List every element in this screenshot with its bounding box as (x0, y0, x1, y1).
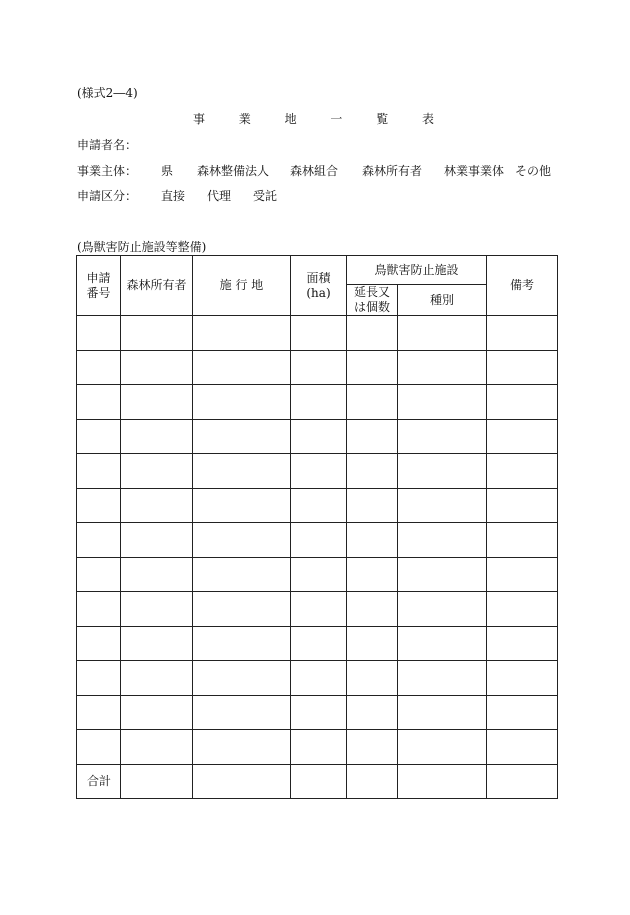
table-cell[interactable] (121, 592, 193, 627)
table-cell[interactable] (347, 316, 398, 351)
table-cell[interactable] (347, 661, 398, 696)
table-cell[interactable] (347, 592, 398, 627)
table-cell[interactable] (291, 385, 347, 420)
table-cell[interactable] (291, 592, 347, 627)
table-cell[interactable] (398, 419, 487, 454)
table-row (77, 488, 558, 523)
table-cell[interactable] (347, 557, 398, 592)
header-length-or-count: 延長又 は個数 (347, 285, 398, 316)
applicant-name-label: 申請者名： (77, 138, 138, 152)
table-cell[interactable] (398, 557, 487, 592)
table-cell[interactable] (193, 730, 291, 765)
table-cell[interactable] (121, 661, 193, 696)
table-row (77, 523, 558, 558)
total-cell[interactable] (291, 764, 347, 798)
table-cell[interactable] (121, 730, 193, 765)
table-cell[interactable] (398, 626, 487, 661)
section-caption: (鳥獣害防止施設等整備) (77, 240, 207, 254)
table-cell[interactable] (121, 454, 193, 489)
table-cell[interactable] (193, 557, 291, 592)
entity-option-other: その他 (515, 164, 552, 178)
total-cell[interactable] (398, 764, 487, 798)
total-label: 合計 (77, 764, 121, 798)
table-cell[interactable] (291, 557, 347, 592)
table-cell[interactable] (77, 488, 121, 523)
table-cell[interactable] (193, 454, 291, 489)
table-cell[interactable] (291, 730, 347, 765)
table-cell[interactable] (77, 557, 121, 592)
header-damage-prevention-facility: 鳥獣害防止施設 (347, 256, 487, 285)
table-cell[interactable] (121, 350, 193, 385)
table-cell[interactable] (347, 730, 398, 765)
table-cell[interactable] (121, 557, 193, 592)
table-cell[interactable] (398, 695, 487, 730)
entity-option-forest-union: 森林組合 (290, 164, 339, 178)
business-entity-label: 事業主体： (77, 164, 138, 178)
table-cell[interactable] (347, 385, 398, 420)
table-cell[interactable] (347, 454, 398, 489)
table-cell[interactable] (291, 695, 347, 730)
table-cell[interactable] (487, 385, 558, 420)
header-area: 面積 (ha) (291, 256, 347, 316)
table-cell[interactable] (77, 661, 121, 696)
division-option-direct: 直接 (161, 189, 186, 203)
table-cell[interactable] (291, 419, 347, 454)
total-cell[interactable] (121, 764, 193, 798)
division-option-contract: 受託 (253, 189, 278, 203)
form-number: (様式2―4) (77, 86, 138, 100)
table-row (77, 557, 558, 592)
table-cell[interactable] (347, 695, 398, 730)
header-application-number: 申請 番号 (77, 256, 121, 316)
header-remarks: 備考 (487, 256, 558, 316)
business-entity-row (77, 162, 552, 179)
header-site: 施 行 地 (193, 256, 291, 316)
table-cell[interactable] (193, 419, 291, 454)
table-cell[interactable] (77, 626, 121, 661)
table-cell[interactable] (398, 730, 487, 765)
table-cell[interactable] (487, 488, 558, 523)
table-cell[interactable] (77, 592, 121, 627)
table-row (77, 454, 558, 489)
document-title: 事 業 地 一 覧 表 (192, 112, 450, 126)
entity-option-forest-owner: 森林所有者 (362, 164, 423, 178)
table-cell[interactable] (121, 316, 193, 351)
site-list-table (76, 255, 558, 799)
total-cell[interactable] (487, 764, 558, 798)
table-cell[interactable] (121, 385, 193, 420)
table-cell[interactable] (487, 350, 558, 385)
table-cell[interactable] (291, 454, 347, 489)
total-cell[interactable] (347, 764, 398, 798)
table-cell[interactable] (347, 523, 398, 558)
table-cell[interactable] (398, 523, 487, 558)
table-row (77, 316, 558, 351)
table-row (77, 385, 558, 420)
table-row (77, 350, 558, 385)
table-cell[interactable] (291, 626, 347, 661)
table-row (77, 419, 558, 454)
table-row (77, 661, 558, 696)
table-cell[interactable] (193, 385, 291, 420)
table-cell[interactable] (77, 454, 121, 489)
table-cell[interactable] (291, 523, 347, 558)
table-cell[interactable] (121, 419, 193, 454)
table-cell[interactable] (193, 316, 291, 351)
table-cell[interactable] (487, 557, 558, 592)
table-cell[interactable] (77, 316, 121, 351)
table-cell[interactable] (347, 488, 398, 523)
table-row (77, 695, 558, 730)
table-row (77, 626, 558, 661)
table-cell[interactable] (347, 626, 398, 661)
table-cell[interactable] (398, 661, 487, 696)
table-cell[interactable] (77, 385, 121, 420)
table-row (77, 730, 558, 765)
total-row (77, 764, 558, 798)
table-cell[interactable] (487, 523, 558, 558)
table-cell[interactable] (398, 592, 487, 627)
table-body (77, 316, 558, 799)
table-cell[interactable] (121, 695, 193, 730)
table-cell[interactable] (121, 523, 193, 558)
table-cell[interactable] (121, 488, 193, 523)
table-cell[interactable] (398, 488, 487, 523)
table-cell[interactable] (193, 350, 291, 385)
table-cell[interactable] (347, 350, 398, 385)
table-cell[interactable] (291, 350, 347, 385)
table-cell[interactable] (77, 695, 121, 730)
application-division-row (77, 187, 278, 204)
table-cell[interactable] (487, 661, 558, 696)
table-cell[interactable] (398, 350, 487, 385)
table-cell[interactable] (487, 592, 558, 627)
table-cell[interactable] (193, 523, 291, 558)
table-cell[interactable] (487, 419, 558, 454)
table-cell[interactable] (77, 730, 121, 765)
table-cell[interactable] (487, 626, 558, 661)
table-cell[interactable] (291, 661, 347, 696)
application-division-label: 申請区分： (77, 189, 138, 203)
table-cell[interactable] (291, 316, 347, 351)
table-cell[interactable] (398, 454, 487, 489)
table-cell[interactable] (193, 695, 291, 730)
table-cell[interactable] (121, 626, 193, 661)
header-type: 種別 (398, 285, 487, 316)
entity-option-forestry-business: 林業事業体 (444, 164, 505, 178)
table-cell[interactable] (193, 626, 291, 661)
table-cell[interactable] (193, 661, 291, 696)
table-cell[interactable] (193, 592, 291, 627)
table-cell[interactable] (487, 695, 558, 730)
table-cell[interactable] (487, 730, 558, 765)
table-cell[interactable] (77, 350, 121, 385)
table-cell[interactable] (398, 385, 487, 420)
table-cell[interactable] (398, 316, 487, 351)
entity-option-forest-corp: 森林整備法人 (197, 164, 270, 178)
table-cell[interactable] (77, 523, 121, 558)
table-cell[interactable] (487, 316, 558, 351)
division-option-agent: 代理 (207, 189, 232, 203)
total-cell[interactable] (193, 764, 291, 798)
entity-option-prefecture: 県 (161, 164, 174, 178)
table-cell[interactable] (291, 488, 347, 523)
table-cell[interactable] (487, 454, 558, 489)
table-cell[interactable] (193, 488, 291, 523)
header-forest-owner: 森林所有者 (121, 256, 193, 316)
table-header-row (77, 256, 558, 285)
table-cell[interactable] (347, 419, 398, 454)
table-row (77, 592, 558, 627)
table-cell[interactable] (77, 419, 121, 454)
